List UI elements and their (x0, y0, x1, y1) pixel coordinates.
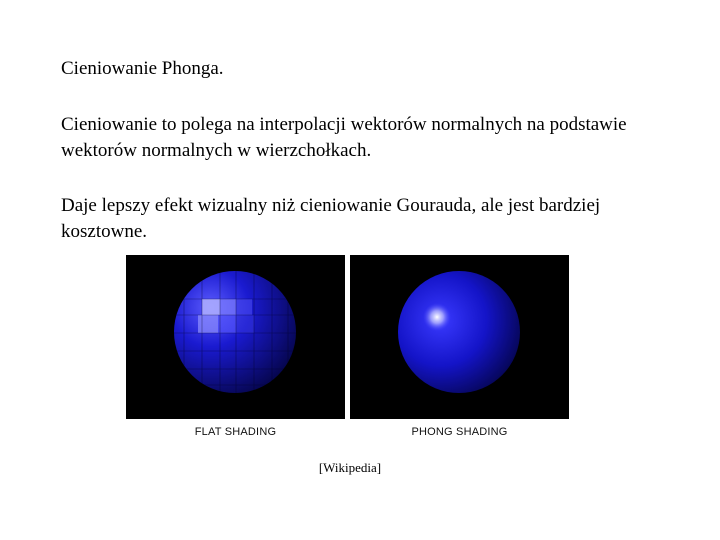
flat-shading-caption: FLAT SHADING (194, 426, 277, 438)
flat-shading-image (126, 255, 345, 419)
phong-shading-caption: PHONG SHADING (411, 426, 508, 438)
phong-sphere (398, 271, 520, 393)
paragraph-comparison: Daje lepszy efekt wizualny niż cieniowanie Gourauda, ale jest bardziej kosztowne. (61, 195, 601, 242)
slide-title: Cieniowanie Phonga. (61, 58, 224, 79)
phong-shading-image (350, 255, 569, 419)
specular-highlight (423, 303, 451, 331)
paragraph-interpolation: Cieniowanie to polega na interpolacji wektorów normalnych na podstawie wektorów normalnych w wierzchołkach. (61, 114, 627, 161)
source-citation: [Wikipedia] (318, 460, 382, 475)
